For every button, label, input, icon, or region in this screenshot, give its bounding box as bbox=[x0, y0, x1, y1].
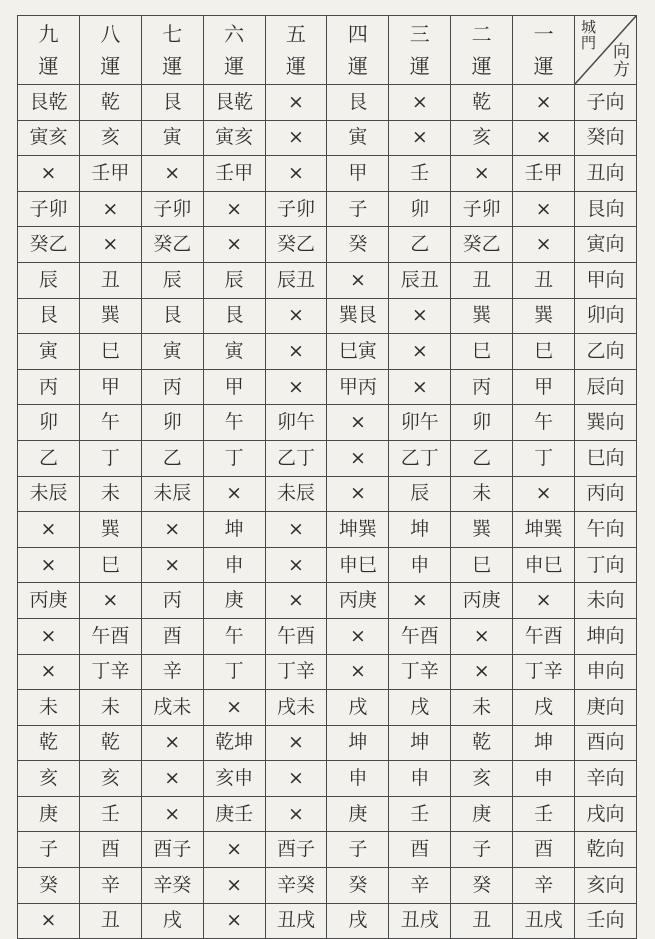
table-cell: × bbox=[18, 903, 80, 939]
table-cell: × bbox=[513, 85, 575, 121]
direction-cell: 乙向 bbox=[575, 334, 637, 370]
table-cell: × bbox=[203, 868, 265, 904]
direction-cell: 巽向 bbox=[575, 405, 637, 441]
table-cell: 辛 bbox=[141, 654, 203, 690]
table-cell: 乙丁 bbox=[389, 440, 451, 476]
table-cell: 丑戌 bbox=[265, 903, 327, 939]
table-cell: 庚 bbox=[18, 796, 80, 832]
table-cell: 子卯 bbox=[141, 191, 203, 227]
table-cell: × bbox=[18, 156, 80, 192]
table-cell: 卯 bbox=[141, 405, 203, 441]
table-cell: 辛癸 bbox=[141, 868, 203, 904]
header-period-3: 三 運 bbox=[389, 16, 451, 85]
table-cell: 巳寅 bbox=[327, 334, 389, 370]
table-cell: × bbox=[203, 690, 265, 726]
table-cell: 卯 bbox=[18, 405, 80, 441]
table-cell: 酉子 bbox=[141, 832, 203, 868]
header-row bbox=[18, 16, 637, 85]
table-cell: × bbox=[389, 120, 451, 156]
table-cell: 甲 bbox=[513, 369, 575, 405]
table-row bbox=[18, 334, 637, 370]
table-cell: 壬 bbox=[513, 796, 575, 832]
table-cell: 申 bbox=[389, 547, 451, 583]
table-cell: 未 bbox=[79, 690, 141, 726]
table-cell: 卯午 bbox=[265, 405, 327, 441]
direction-cell: 午向 bbox=[575, 512, 637, 548]
table-cell: 寅亥 bbox=[18, 120, 80, 156]
table-row bbox=[18, 156, 637, 192]
table-cell: 乾 bbox=[451, 85, 513, 121]
table-row bbox=[18, 440, 637, 476]
header-period-4: 四 運 bbox=[327, 16, 389, 85]
table-cell: 丁辛 bbox=[513, 654, 575, 690]
table-row bbox=[18, 512, 637, 548]
table-row bbox=[18, 868, 637, 904]
table-cell: × bbox=[513, 583, 575, 619]
table-row bbox=[18, 227, 637, 263]
table-cell: × bbox=[265, 298, 327, 334]
table-cell: 子 bbox=[18, 832, 80, 868]
table-cell: 辰 bbox=[18, 262, 80, 298]
table-cell: 癸 bbox=[327, 868, 389, 904]
table-cell: 艮乾 bbox=[18, 85, 80, 121]
table-cell: 丑 bbox=[451, 262, 513, 298]
table-cell: 午 bbox=[203, 618, 265, 654]
table-cell: 午酉 bbox=[513, 618, 575, 654]
table-cell: × bbox=[389, 583, 451, 619]
table-cell: × bbox=[513, 120, 575, 156]
table-cell: 寅 bbox=[18, 334, 80, 370]
table-cell: 丁 bbox=[513, 440, 575, 476]
table-cell: 申 bbox=[327, 761, 389, 797]
table-cell: 丁 bbox=[203, 654, 265, 690]
table-cell: 壬 bbox=[389, 156, 451, 192]
table-cell: 甲 bbox=[79, 369, 141, 405]
table-cell: 癸乙 bbox=[265, 227, 327, 263]
table-cell: 乾 bbox=[79, 85, 141, 121]
table-cell: 卯 bbox=[389, 191, 451, 227]
table-cell: 丁 bbox=[203, 440, 265, 476]
table-cell: × bbox=[203, 903, 265, 939]
table-body bbox=[18, 85, 637, 939]
table-cell: 乙 bbox=[18, 440, 80, 476]
direction-cell: 辛向 bbox=[575, 761, 637, 797]
table-cell: 巳 bbox=[451, 547, 513, 583]
table-cell: × bbox=[265, 85, 327, 121]
direction-cell: 坤向 bbox=[575, 618, 637, 654]
table-cell: 酉 bbox=[389, 832, 451, 868]
table-cell: 乙 bbox=[141, 440, 203, 476]
table-cell: 亥 bbox=[451, 120, 513, 156]
table-cell: 戌未 bbox=[265, 690, 327, 726]
table-row bbox=[18, 690, 637, 726]
table-cell: 壬甲 bbox=[79, 156, 141, 192]
direction-cell: 丙向 bbox=[575, 476, 637, 512]
table-cell: × bbox=[327, 405, 389, 441]
direction-cell: 亥向 bbox=[575, 868, 637, 904]
table-cell: 巽 bbox=[513, 298, 575, 334]
table-cell: 丑戌 bbox=[513, 903, 575, 939]
direction-cell: 癸向 bbox=[575, 120, 637, 156]
table-row bbox=[18, 120, 637, 156]
table-cell: 戌 bbox=[327, 903, 389, 939]
table-cell: 辛 bbox=[389, 868, 451, 904]
table-cell: 壬甲 bbox=[513, 156, 575, 192]
table-row bbox=[18, 262, 637, 298]
table-cell: 艮 bbox=[141, 85, 203, 121]
table-cell: × bbox=[79, 227, 141, 263]
table-cell: 癸乙 bbox=[141, 227, 203, 263]
table-cell: 午酉 bbox=[79, 618, 141, 654]
table-cell: × bbox=[18, 512, 80, 548]
direction-cell: 巳向 bbox=[575, 440, 637, 476]
table-cell: × bbox=[513, 191, 575, 227]
table-cell: 壬 bbox=[389, 796, 451, 832]
header-period-9: 九 運 bbox=[18, 16, 80, 85]
table-cell: × bbox=[265, 156, 327, 192]
direction-cell: 辰向 bbox=[575, 369, 637, 405]
direction-cell: 壬向 bbox=[575, 903, 637, 939]
direction-cell: 卯向 bbox=[575, 298, 637, 334]
table-cell: 亥 bbox=[451, 761, 513, 797]
table-cell: 丙 bbox=[18, 369, 80, 405]
table-cell: × bbox=[141, 512, 203, 548]
table-cell: 巽 bbox=[79, 298, 141, 334]
table-cell: 申巳 bbox=[513, 547, 575, 583]
table-cell: 酉 bbox=[141, 618, 203, 654]
table-cell: × bbox=[265, 120, 327, 156]
table-cell: × bbox=[203, 476, 265, 512]
table-cell: 午酉 bbox=[389, 618, 451, 654]
table-cell: 乙 bbox=[389, 227, 451, 263]
table-cell: 辛癸 bbox=[265, 868, 327, 904]
table-cell: 未辰 bbox=[265, 476, 327, 512]
table-cell: 丁辛 bbox=[265, 654, 327, 690]
table-cell: 丑戌 bbox=[389, 903, 451, 939]
table-cell: 寅亥 bbox=[203, 120, 265, 156]
table-cell: × bbox=[389, 369, 451, 405]
table-cell: 艮 bbox=[18, 298, 80, 334]
direction-cell: 艮向 bbox=[575, 191, 637, 227]
direction-cell: 未向 bbox=[575, 583, 637, 619]
table-row bbox=[18, 191, 637, 227]
table-cell: × bbox=[389, 334, 451, 370]
table-cell: × bbox=[513, 476, 575, 512]
table-cell: × bbox=[79, 583, 141, 619]
table-cell: × bbox=[451, 618, 513, 654]
header-corner bbox=[575, 16, 637, 85]
table-cell: 未 bbox=[79, 476, 141, 512]
table-cell: × bbox=[389, 298, 451, 334]
table-cell: × bbox=[141, 761, 203, 797]
table-row bbox=[18, 85, 637, 121]
table-cell: 乙 bbox=[451, 440, 513, 476]
table-cell: 艮 bbox=[141, 298, 203, 334]
table-cell: 未 bbox=[18, 690, 80, 726]
table-row bbox=[18, 369, 637, 405]
table-cell: 辛 bbox=[513, 868, 575, 904]
table-cell: 戌未 bbox=[141, 690, 203, 726]
table-cell: 艮 bbox=[203, 298, 265, 334]
table-cell: 亥 bbox=[18, 761, 80, 797]
table-cell: × bbox=[451, 156, 513, 192]
table-cell: 巳 bbox=[79, 334, 141, 370]
direction-cell: 丑向 bbox=[575, 156, 637, 192]
table-cell: 庚 bbox=[451, 796, 513, 832]
direction-cell: 乾向 bbox=[575, 832, 637, 868]
table-cell: 巳 bbox=[451, 334, 513, 370]
table-cell: 亥 bbox=[79, 120, 141, 156]
table-row bbox=[18, 654, 637, 690]
table-row bbox=[18, 583, 637, 619]
table-cell: 坤巽 bbox=[327, 512, 389, 548]
table-cell: 癸乙 bbox=[451, 227, 513, 263]
corner-label-facing: 向 方 bbox=[613, 41, 630, 81]
table-row bbox=[18, 618, 637, 654]
table-cell: 子 bbox=[327, 191, 389, 227]
table-cell: 乙丁 bbox=[265, 440, 327, 476]
table-cell: 辛 bbox=[79, 868, 141, 904]
table-cell: × bbox=[327, 476, 389, 512]
table-row bbox=[18, 796, 637, 832]
table-cell: 戌 bbox=[389, 690, 451, 726]
table-cell: 申 bbox=[203, 547, 265, 583]
table-cell: 甲 bbox=[327, 156, 389, 192]
table-cell: 丑 bbox=[513, 262, 575, 298]
table-cell: 癸 bbox=[18, 868, 80, 904]
table-cell: 丙 bbox=[451, 369, 513, 405]
table-cell: 巳 bbox=[79, 547, 141, 583]
table-cell: 丁 bbox=[79, 440, 141, 476]
table-cell: 壬 bbox=[79, 796, 141, 832]
table-cell: 亥申 bbox=[203, 761, 265, 797]
table-cell: × bbox=[203, 832, 265, 868]
table-cell: 丙庚 bbox=[451, 583, 513, 619]
table-cell: 乾 bbox=[18, 725, 80, 761]
table-cell: 坤 bbox=[203, 512, 265, 548]
table-cell: 戌 bbox=[141, 903, 203, 939]
table-cell: 壬甲 bbox=[203, 156, 265, 192]
table-cell: × bbox=[327, 618, 389, 654]
table-cell: 子卯 bbox=[18, 191, 80, 227]
table-cell: 丙庚 bbox=[18, 583, 80, 619]
table-cell: 卯 bbox=[451, 405, 513, 441]
table-cell: 申巳 bbox=[327, 547, 389, 583]
header-period-5: 五 運 bbox=[265, 16, 327, 85]
table-cell: × bbox=[203, 227, 265, 263]
table-cell: 午 bbox=[79, 405, 141, 441]
table-cell: 乾坤 bbox=[203, 725, 265, 761]
table-cell: × bbox=[265, 796, 327, 832]
table-cell: × bbox=[265, 512, 327, 548]
table-cell: 未辰 bbox=[141, 476, 203, 512]
table-cell: 乾 bbox=[79, 725, 141, 761]
table-cell: × bbox=[265, 761, 327, 797]
table-cell: 坤 bbox=[389, 725, 451, 761]
table-cell: × bbox=[265, 583, 327, 619]
table-row bbox=[18, 903, 637, 939]
table-cell: × bbox=[265, 334, 327, 370]
table-cell: × bbox=[18, 547, 80, 583]
table-cell: 卯午 bbox=[389, 405, 451, 441]
table-cell: 丁辛 bbox=[389, 654, 451, 690]
table-cell: 丙 bbox=[141, 583, 203, 619]
direction-cell: 子向 bbox=[575, 85, 637, 121]
table-cell: 酉 bbox=[513, 832, 575, 868]
table-cell: 寅 bbox=[141, 334, 203, 370]
direction-cell: 寅向 bbox=[575, 227, 637, 263]
table-cell: 甲 bbox=[203, 369, 265, 405]
table-cell: × bbox=[327, 440, 389, 476]
table-cell: × bbox=[79, 191, 141, 227]
table-row bbox=[18, 761, 637, 797]
table-cell: 午 bbox=[203, 405, 265, 441]
table-cell: 坤 bbox=[513, 725, 575, 761]
header-period-7: 七 運 bbox=[141, 16, 203, 85]
header-period-2: 二 運 bbox=[451, 16, 513, 85]
table-cell: 寅 bbox=[141, 120, 203, 156]
table-cell: × bbox=[203, 191, 265, 227]
table-cell: 甲丙 bbox=[327, 369, 389, 405]
direction-cell: 庚向 bbox=[575, 690, 637, 726]
table-cell: 癸 bbox=[327, 227, 389, 263]
table-cell: × bbox=[513, 227, 575, 263]
table-cell: 艮 bbox=[327, 85, 389, 121]
table-cell: 寅 bbox=[203, 334, 265, 370]
table-cell: × bbox=[265, 725, 327, 761]
table-cell: 坤巽 bbox=[513, 512, 575, 548]
table-cell: 庚壬 bbox=[203, 796, 265, 832]
table-cell: 丙 bbox=[141, 369, 203, 405]
table-cell: × bbox=[327, 262, 389, 298]
direction-cell: 甲向 bbox=[575, 262, 637, 298]
table-cell: 申 bbox=[389, 761, 451, 797]
table-cell: 未 bbox=[451, 476, 513, 512]
table-cell: 丑 bbox=[79, 903, 141, 939]
table-cell: 巽 bbox=[451, 512, 513, 548]
table-cell: × bbox=[451, 654, 513, 690]
table-cell: 辰 bbox=[389, 476, 451, 512]
table-cell: × bbox=[265, 547, 327, 583]
table-row bbox=[18, 405, 637, 441]
table-cell: × bbox=[389, 85, 451, 121]
header-period-1: 一 運 bbox=[513, 16, 575, 85]
table-cell: 辰丑 bbox=[265, 262, 327, 298]
table-cell: 戌 bbox=[327, 690, 389, 726]
table-cell: 巽 bbox=[451, 298, 513, 334]
table-cell: 子卯 bbox=[265, 191, 327, 227]
table-cell: 辰 bbox=[141, 262, 203, 298]
direction-cell: 申向 bbox=[575, 654, 637, 690]
table-cell: 酉子 bbox=[265, 832, 327, 868]
table-cell: 艮乾 bbox=[203, 85, 265, 121]
table-cell: 午酉 bbox=[265, 618, 327, 654]
table-cell: × bbox=[141, 547, 203, 583]
table-row bbox=[18, 725, 637, 761]
table-cell: 丁辛 bbox=[79, 654, 141, 690]
table-row bbox=[18, 832, 637, 868]
table-cell: 子卯 bbox=[451, 191, 513, 227]
table-cell: 子 bbox=[327, 832, 389, 868]
table-cell: 寅 bbox=[327, 120, 389, 156]
table-cell: 午 bbox=[513, 405, 575, 441]
table-cell: 未 bbox=[451, 690, 513, 726]
corner-label-city-gate: 城 門 bbox=[581, 18, 597, 52]
table-cell: 申 bbox=[513, 761, 575, 797]
table-cell: 癸 bbox=[451, 868, 513, 904]
header-period-8: 八 運 bbox=[79, 16, 141, 85]
table-cell: 庚 bbox=[203, 583, 265, 619]
table-cell: × bbox=[141, 156, 203, 192]
city-gate-table bbox=[17, 15, 637, 939]
table-cell: 辰丑 bbox=[389, 262, 451, 298]
header-period-6: 六 運 bbox=[203, 16, 265, 85]
table-cell: × bbox=[141, 725, 203, 761]
table-cell: × bbox=[141, 796, 203, 832]
table-cell: 坤 bbox=[327, 725, 389, 761]
table-cell: 丑 bbox=[451, 903, 513, 939]
table-cell: 未辰 bbox=[18, 476, 80, 512]
table-cell: 乾 bbox=[451, 725, 513, 761]
table-cell: × bbox=[18, 654, 80, 690]
table-cell: 辰 bbox=[203, 262, 265, 298]
direction-cell: 丁向 bbox=[575, 547, 637, 583]
table-cell: 巳 bbox=[513, 334, 575, 370]
table-cell: × bbox=[265, 369, 327, 405]
table-cell: 癸乙 bbox=[18, 227, 80, 263]
table-cell: 坤 bbox=[389, 512, 451, 548]
table-cell: 戌 bbox=[513, 690, 575, 726]
direction-cell: 酉向 bbox=[575, 725, 637, 761]
direction-cell: 戌向 bbox=[575, 796, 637, 832]
table-row bbox=[18, 298, 637, 334]
table-cell: 巽 bbox=[79, 512, 141, 548]
table-cell: × bbox=[327, 654, 389, 690]
table-cell: 子 bbox=[451, 832, 513, 868]
table-row bbox=[18, 476, 637, 512]
table-cell: 亥 bbox=[79, 761, 141, 797]
table-cell: 丙庚 bbox=[327, 583, 389, 619]
table-cell: 庚 bbox=[327, 796, 389, 832]
table-cell: 酉 bbox=[79, 832, 141, 868]
table-cell: 丑 bbox=[79, 262, 141, 298]
table-row bbox=[18, 547, 637, 583]
table-cell: 巽艮 bbox=[327, 298, 389, 334]
table-cell: × bbox=[18, 618, 80, 654]
